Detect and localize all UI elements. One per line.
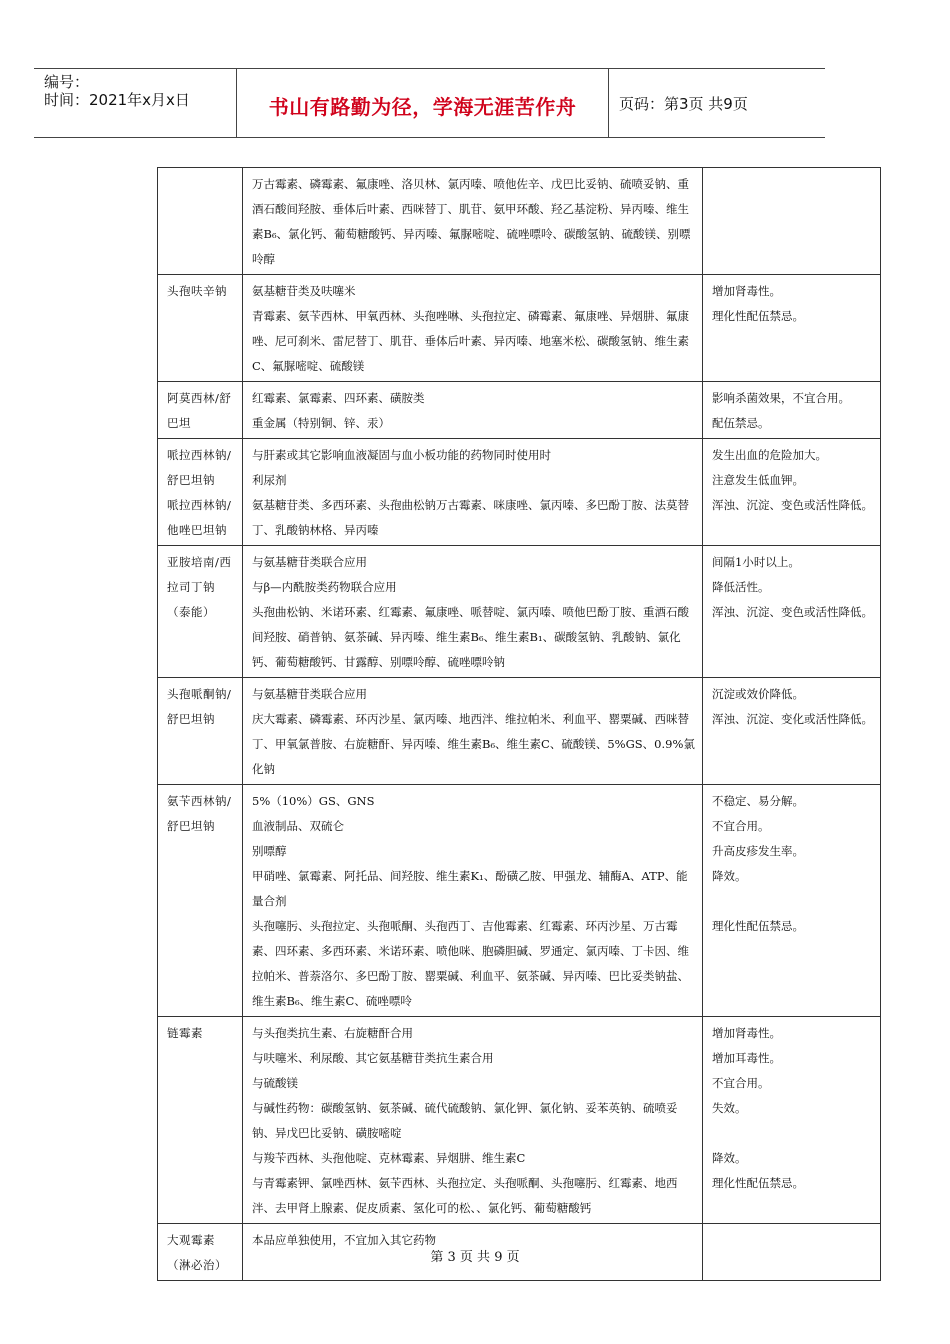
drug-list-text: 与碱性药物：碳酸氢钠、氨茶碱、硫代硫酸钠、氯化钾、氯化钠、妥苯英钠、硫喷妥钠、异戊巴比妥钠、磺胺嘧啶 [252, 1101, 678, 1140]
drug-name-text: 头孢呋辛钠 [167, 284, 227, 298]
table-row [158, 678, 881, 785]
drug-list-text: 与β—内酰胺类药物联合应用 [252, 580, 397, 594]
drug-list-text: 与呋噻米、利尿酸、其它氨基糖苷类抗生素合用 [252, 1051, 494, 1065]
drug-name-text: 大观霉素（淋必治） [167, 1233, 227, 1272]
result-cell [703, 168, 881, 275]
result-text: 浑浊、沉淀、变色或活性降低。 [712, 498, 873, 512]
drug-name-cell [158, 168, 243, 275]
result-text [712, 889, 874, 914]
drug-list-text: 青霉素、氨苄西林、甲氧西林、头孢唑啉、头孢拉定、磷霉素、氟康唑、异烟肼、氟康唑、尼可刹米、雷尼替丁、肌苷、垂体后叶素、异丙嗪、地塞米松、碳酸氢钠、维生素C、氟脲嘧啶、硫酸镁 [252, 309, 689, 373]
drug-name-cell [158, 439, 243, 546]
drug-list-text: 别嘌醇 [252, 844, 287, 858]
drug-list-text: 与头孢类抗生素、右旋糖酐合用 [252, 1026, 413, 1040]
result-text: 降效。 [712, 1151, 747, 1165]
drug-list-text: 与硫酸镁 [252, 1076, 298, 1090]
drug-name-cell [158, 785, 243, 1017]
result-cell [703, 546, 881, 678]
drug-list-text: 血液制品、双硫仑 [252, 819, 344, 833]
drug-list-text: 本品应单独使用，不宜加入其它药物 [252, 1233, 436, 1247]
drug-name-text: 哌拉西林钠/他唑巴坦钠 [167, 498, 232, 537]
table-row [158, 382, 881, 439]
drug-list-text: 5%（10%）GS、GNS [252, 794, 375, 808]
drug-list-text: 万古霉素、磷霉素、氟康唑、洛贝林、氯丙嗪、喷他佐辛、戊巴比妥钠、硫喷妥钠、重酒石酸间羟胺、垂体后叶素、西咪替丁、肌苷、氨甲环酸、羟乙基淀粉、异丙嗪、维生素B₆、氯化钙、葡萄糖酸钙、异丙嗪、氟脲嘧啶、硫唑嘌呤、碳酸氢钠、硫酸镁、别嘌呤醇 [252, 177, 691, 266]
result-text: 理化性配伍禁忌。 [712, 919, 804, 933]
result-text [712, 1121, 874, 1146]
page-header [34, 68, 825, 138]
result-text: 增加耳毒性。 [712, 1051, 781, 1065]
drug-compatibility-table [157, 167, 881, 1281]
document-number-label: 编号： [44, 73, 90, 91]
drug-name-text: 链霉素 [167, 1026, 203, 1040]
table-row [158, 546, 881, 678]
header-motto: 书山有路勤为径，学海无涯苦作舟 [268, 95, 577, 119]
drug-name-cell [158, 1017, 243, 1224]
drug-list-text: 与氨基糖苷类联合应用 [252, 687, 367, 701]
result-text: 增加肾毒性。 [712, 1026, 781, 1040]
drug-list-text: 与羧苄西林、头孢他啶、克林霉素、异烟肼、维生素C [252, 1151, 526, 1165]
drug-name-cell [158, 382, 243, 439]
table-row [158, 785, 881, 1017]
incompatible-drugs-cell [243, 439, 703, 546]
result-text: 失效。 [712, 1101, 747, 1115]
table-row [158, 275, 881, 382]
drug-list-text: 与氨基糖苷类联合应用 [252, 555, 367, 569]
result-cell [703, 382, 881, 439]
result-text: 不稳定、易分解。 [712, 794, 804, 808]
incompatible-drugs-cell [243, 1017, 703, 1224]
table-row [158, 1017, 881, 1224]
result-text: 浑浊、沉淀、变色或活性降低。 [712, 605, 873, 619]
result-text: 影响杀菌效果，不宜合用。 [712, 391, 850, 405]
incompatible-drugs-cell [243, 546, 703, 678]
drug-name-text: 氨苄西林钠/舒巴坦钠 [167, 794, 232, 833]
header-meta-cell [34, 69, 237, 137]
drug-list-text: 重金属（特别铜、锌、汞） [252, 416, 390, 430]
result-text: 间隔1小时以上。 [712, 555, 800, 569]
result-text: 不宜合用。 [712, 1076, 770, 1090]
drug-list-text: 与青霉素钾、氯唑西林、氨苄西林、头孢拉定、头孢哌酮、头孢噻肟、红霉素、地西泮、去甲肾上腺素、促皮质素、氢化可的松、、氯化钙、葡萄糖酸钙 [252, 1176, 678, 1215]
drug-list-text: 与肝素或其它影响血液凝固与血小板功能的药物同时使用时 [252, 448, 551, 462]
drug-list-text: 甲硝唑、氯霉素、阿托品、间羟胺、维生素K₁、酚磺乙胺、甲强龙、辅酶A、ATP、能量合剂 [252, 869, 688, 908]
drug-name-text: 头孢哌酮钠/舒巴坦钠 [167, 687, 232, 726]
result-cell [703, 785, 881, 1017]
result-text: 降低活性。 [712, 580, 770, 594]
drug-name-cell [158, 678, 243, 785]
result-text: 降效。 [712, 869, 747, 883]
result-cell [703, 275, 881, 382]
drug-name-text: 阿莫西林/舒巴坦 [167, 391, 232, 430]
result-text: 增加肾毒性。 [712, 284, 781, 298]
result-text: 发生出血的危险加大。 [712, 448, 827, 462]
result-cell [703, 678, 881, 785]
result-text: 不宜合用。 [712, 819, 770, 833]
document-time-label: 时间：2021年x月x日 [44, 91, 190, 109]
drug-list-text: 氨基糖苷类及呋噻米 [252, 284, 356, 298]
result-cell [703, 439, 881, 546]
drug-list-text: 庆大霉素、磷霉素、环丙沙星、氯丙嗪、地西泮、维拉帕米、利血平、罂粟碱、西咪替丁、甲氧氯普胺、右旋糖酐、异丙嗪、维生素B₆、维生素C、硫酸镁、5%GS、0.9%氯化钠 [252, 712, 695, 776]
header-motto-cell [237, 69, 609, 137]
table-row [158, 168, 881, 275]
result-text: 理化性配伍禁忌。 [712, 1176, 804, 1190]
result-text: 升高皮疹发生率。 [712, 844, 804, 858]
result-text: 沉淀或效价降低。 [712, 687, 804, 701]
table-row [158, 439, 881, 546]
page-footer: 第 3 页 共 9 页 [430, 1250, 520, 1265]
drug-name-cell [158, 546, 243, 678]
drug-name-text: 亚胺培南/西拉司丁钠（泰能） [167, 555, 232, 619]
incompatible-drugs-cell [243, 382, 703, 439]
result-text: 配伍禁忌。 [712, 416, 770, 430]
result-text: 浑浊、沉淀、变化或活性降低。 [712, 712, 873, 726]
drug-list-text: 氨基糖苷类、多西环素、头孢曲松钠万古霉素、咪康唑、氯丙嗪、多巴酚丁胺、法莫替丁、乳酸钠林格、异丙嗪 [252, 498, 689, 537]
incompatible-drugs-cell [243, 168, 703, 275]
drug-list-text: 红霉素、氯霉素、四环素、磺胺类 [252, 391, 425, 405]
drug-name-cell [158, 275, 243, 382]
result-text: 理化性配伍禁忌。 [712, 309, 804, 323]
header-page-label: 页码：第3页 共9页 [619, 95, 748, 113]
incompatible-drugs-cell [243, 275, 703, 382]
drug-list-text: 头孢噻肟、头孢拉定、头孢哌酮、头孢西丁、吉他霉素、红霉素、环丙沙星、万古霉素、四环素、多西环素、米诺环素、喷他咪、胞磷胆碱、罗通定、氯丙嗪、丁卡因、维拉帕米、普萘洛尔、多巴酚丁胺、罂粟碱、利血平、氨茶碱、异丙嗪、巴比妥类钠盐、维生素B₆、维生素C、硫唑嘌呤 [252, 919, 689, 1008]
result-cell [703, 1017, 881, 1224]
drug-list-text: 利尿剂 [252, 473, 287, 487]
result-text: 注意发生低血钾。 [712, 473, 804, 487]
drug-list-text: 头孢曲松钠、米诺环素、红霉素、氟康唑、哌替啶、氯丙嗪、喷他巴酚丁胺、重酒石酸间羟胺、硝普钠、氨茶碱、异丙嗪、维生素B₆、维生素B₁、碳酸氢钠、乳酸钠、氯化钙、葡萄糖酸钙、甘露醇、别嘌呤醇、硫唑嘌呤钠 [252, 605, 689, 669]
drug-name-text: 哌拉西林钠/舒巴坦钠 [167, 448, 232, 487]
incompatible-drugs-cell [243, 678, 703, 785]
incompatible-drugs-cell [243, 785, 703, 1017]
